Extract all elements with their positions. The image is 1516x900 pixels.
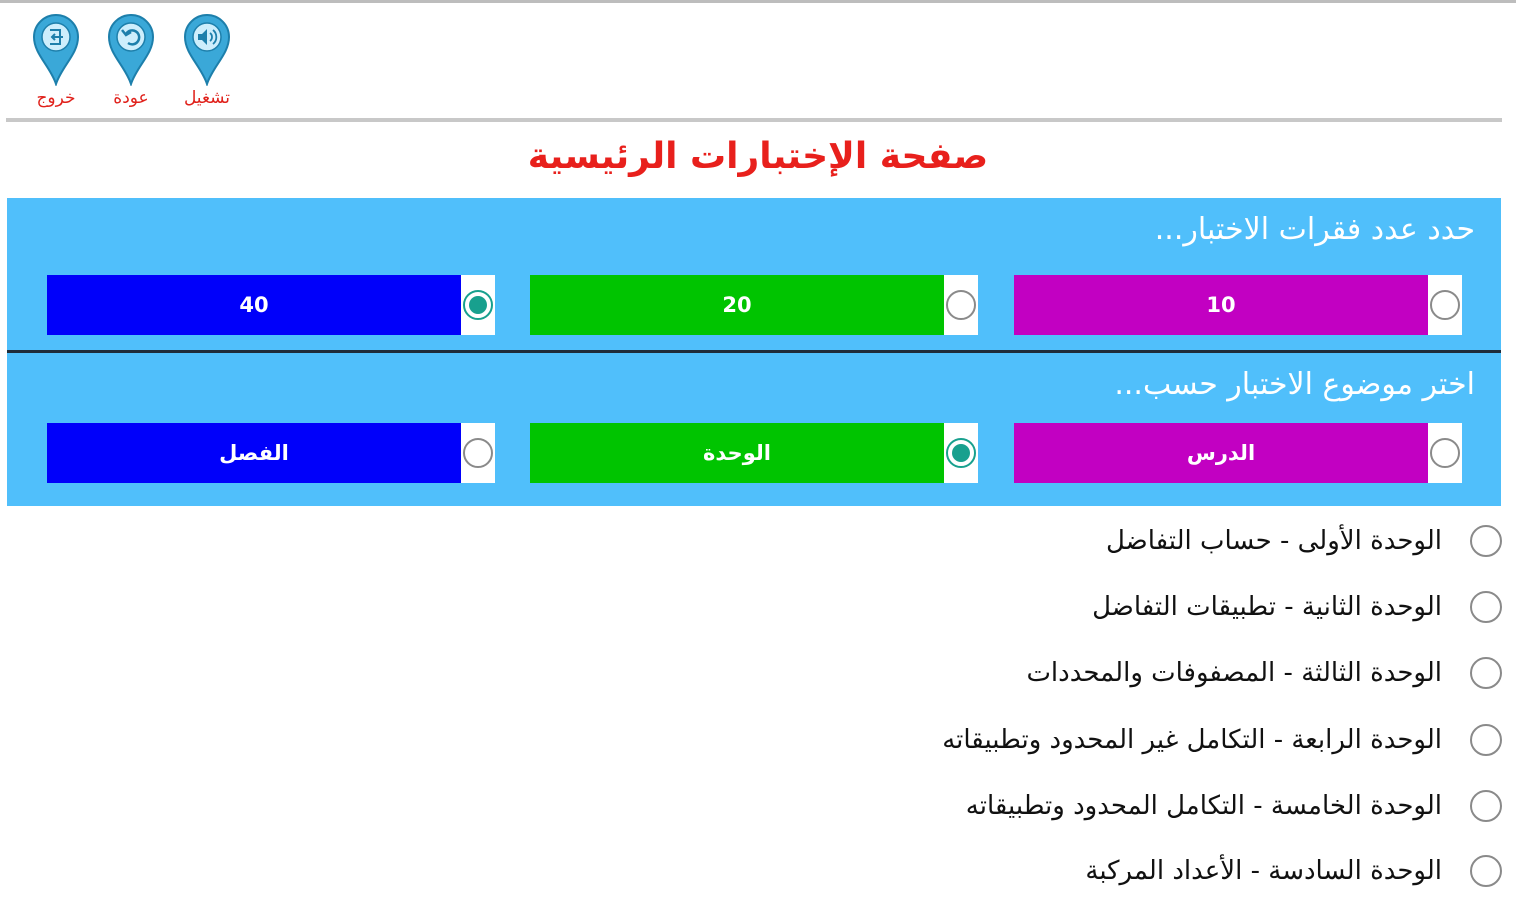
topic-heading: اختر موضوع الاختبار حسب... <box>1114 367 1475 402</box>
back-label: عودة <box>113 88 149 108</box>
unit-label: الوحدة الثالثة - المصفوفات والمحددات <box>1026 658 1442 688</box>
list-item[interactable] <box>966 781 1502 831</box>
topic-option-lesson[interactable] <box>1014 423 1462 483</box>
list-item[interactable] <box>942 715 1502 765</box>
unit-label: الوحدة الثانية - تطبيقات التفاضل <box>1092 592 1442 622</box>
play-button[interactable] <box>172 10 242 115</box>
unit-label: الوحدة السادسة - الأعداد المركبة <box>1085 856 1442 886</box>
list-item[interactable] <box>1106 516 1502 566</box>
toolbar <box>0 0 1516 125</box>
unit-label: الوحدة الأولى - حساب التفاضل <box>1105 526 1442 556</box>
radio-button[interactable] <box>1470 591 1502 623</box>
radio-button[interactable] <box>1470 724 1502 756</box>
unit-label: الوحدة الرابعة - التكامل غير المحدود وتطبيقاته <box>942 725 1442 755</box>
radio-cell <box>1428 275 1462 335</box>
list-item[interactable] <box>1092 582 1502 632</box>
topic-option-label: الوحدة <box>530 423 944 483</box>
topic-option-chapter[interactable] <box>47 423 495 483</box>
undo-icon <box>105 10 157 86</box>
radio-cell <box>944 423 978 483</box>
radio-button[interactable] <box>1470 525 1502 557</box>
radio-cell <box>461 423 495 483</box>
question-count-panel <box>7 198 1501 350</box>
radio-button[interactable] <box>946 438 976 468</box>
exit-button[interactable] <box>21 10 91 115</box>
radio-cell <box>1428 423 1462 483</box>
topic-option-unit[interactable] <box>530 423 978 483</box>
toolbar-separator <box>6 118 1502 122</box>
list-item[interactable] <box>1085 846 1502 896</box>
radio-button[interactable] <box>1430 290 1460 320</box>
radio-button[interactable] <box>1470 657 1502 689</box>
topic-option-label: الدرس <box>1014 423 1428 483</box>
count-option-10[interactable] <box>1014 275 1462 335</box>
count-option-label: 40 <box>47 275 461 335</box>
radio-button[interactable] <box>463 290 493 320</box>
radio-button[interactable] <box>1430 438 1460 468</box>
back-button[interactable] <box>96 10 166 115</box>
topic-option-label: الفصل <box>47 423 461 483</box>
radio-cell <box>461 275 495 335</box>
page-title: صفحة الإختبارات الرئيسية <box>527 136 989 177</box>
exit-icon <box>30 10 82 86</box>
count-option-label: 20 <box>530 275 944 335</box>
unit-label: الوحدة الخامسة - التكامل المحدود وتطبيقاته <box>965 791 1442 821</box>
count-option-20[interactable] <box>530 275 978 335</box>
question-count-heading: حدد عدد فقرات الاختبار... <box>1154 212 1475 247</box>
list-item[interactable] <box>1026 648 1502 698</box>
radio-button[interactable] <box>946 290 976 320</box>
radio-button[interactable] <box>1470 855 1502 887</box>
count-option-40[interactable] <box>47 275 495 335</box>
speaker-icon <box>181 10 233 86</box>
radio-button[interactable] <box>463 438 493 468</box>
radio-button[interactable] <box>1470 790 1502 822</box>
radio-cell <box>944 275 978 335</box>
exit-label: خروج <box>36 88 76 108</box>
topic-panel <box>7 353 1501 506</box>
play-label: تشغيل <box>183 88 231 108</box>
count-option-label: 10 <box>1014 275 1428 335</box>
